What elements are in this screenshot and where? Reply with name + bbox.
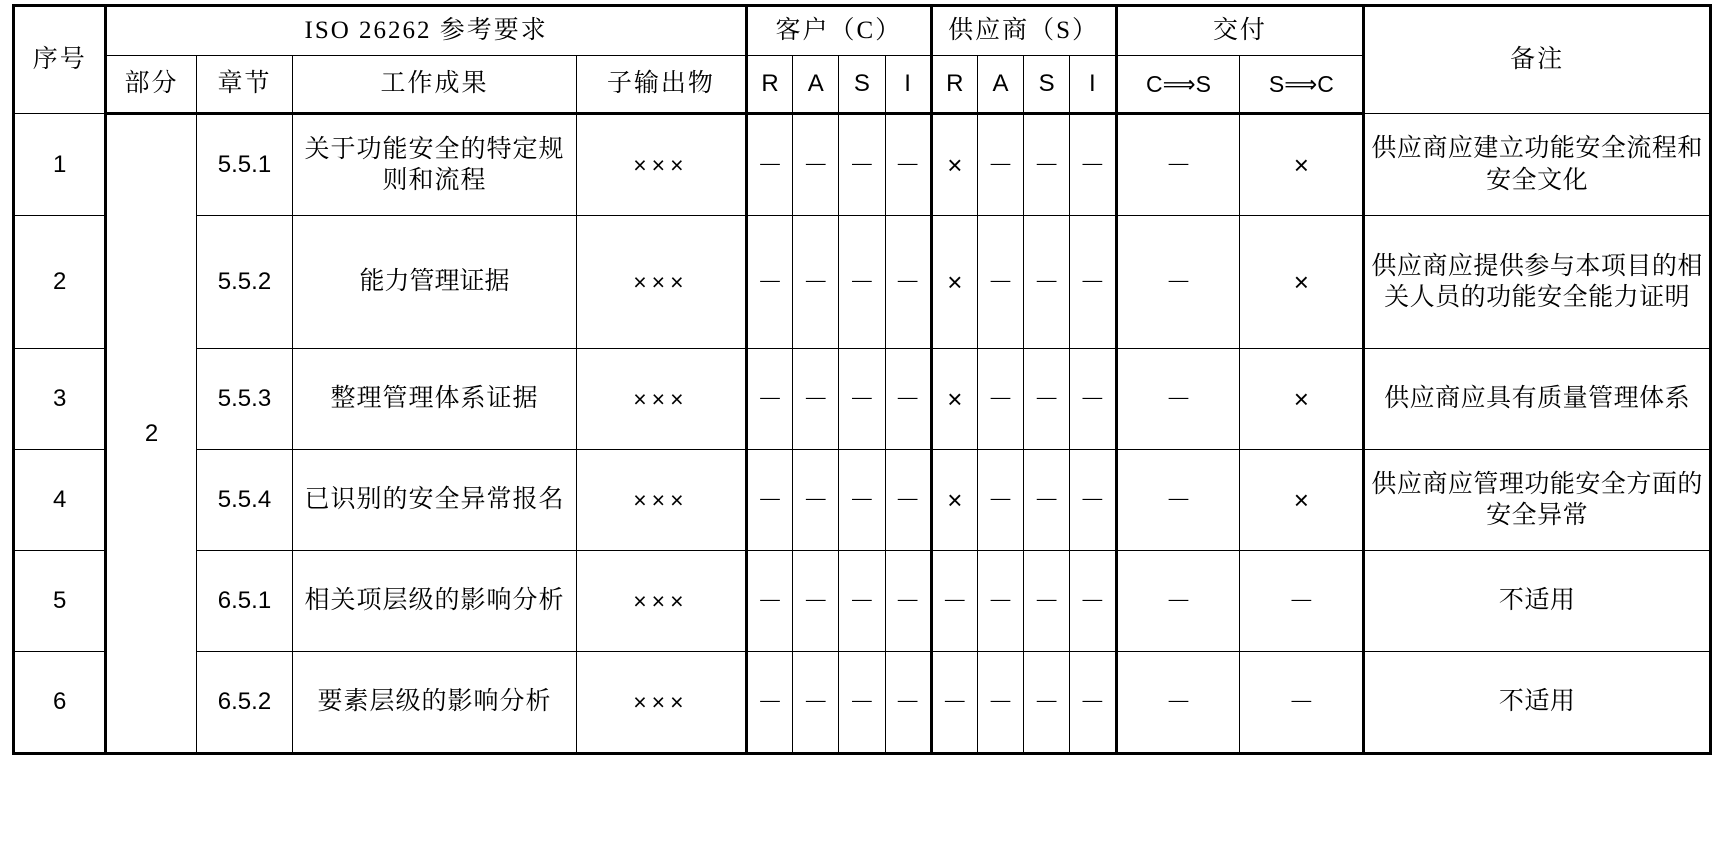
header-remark: 备注 [1364, 6, 1711, 114]
cell-customer-a: － [793, 349, 839, 450]
document-page [0, 4, 1721, 851]
header-supplier-group: 供应商（S） [931, 6, 1116, 56]
cell-customer-r: － [746, 349, 792, 450]
header-supplier-s: S [1024, 56, 1070, 114]
header-delivery-s-to-c: S⟹C [1240, 56, 1364, 114]
cell-customer-s: － [839, 652, 885, 754]
cell-remark: 不适用 [1364, 652, 1711, 754]
cell-seq: 2 [14, 216, 106, 349]
cell-supplier-r: － [931, 652, 977, 754]
header-seq: 序号 [14, 6, 106, 114]
cell-customer-a: － [793, 551, 839, 652]
cell-customer-a: － [793, 216, 839, 349]
cell-remark: 供应商应建立功能安全流程和安全文化 [1364, 114, 1711, 216]
cell-delivery-c-to-s: － [1116, 216, 1240, 349]
cell-section: 5.5.1 [196, 114, 293, 216]
table-row [14, 216, 1711, 349]
cell-part: 2 [106, 114, 196, 754]
cell-delivery-s-to-c: × [1240, 216, 1364, 349]
cell-customer-i: － [885, 114, 931, 216]
cell-customer-r: － [746, 652, 792, 754]
cell-delivery-s-to-c: － [1240, 551, 1364, 652]
cell-section: 5.5.4 [196, 450, 293, 551]
header-supplier-i: I [1070, 56, 1116, 114]
cell-customer-s: － [839, 216, 885, 349]
cell-remark: 不适用 [1364, 551, 1711, 652]
cell-delivery-s-to-c: × [1240, 349, 1364, 450]
cell-supplier-a: － [977, 349, 1023, 450]
table-row [14, 114, 1711, 216]
cell-delivery-s-to-c: × [1240, 450, 1364, 551]
cell-supplier-s: － [1024, 652, 1070, 754]
table-header-row-1 [14, 6, 1711, 56]
cell-supplier-i: － [1070, 114, 1116, 216]
cell-supplier-r: － [931, 551, 977, 652]
cell-customer-s: － [839, 114, 885, 216]
cell-supplier-a: － [977, 450, 1023, 551]
cell-sub-output: ××× [576, 114, 746, 216]
cell-customer-a: － [793, 450, 839, 551]
cell-delivery-c-to-s: － [1116, 114, 1240, 216]
cell-seq: 3 [14, 349, 106, 450]
cell-supplier-i: － [1070, 216, 1116, 349]
cell-customer-r: － [746, 114, 792, 216]
cell-customer-i: － [885, 349, 931, 450]
cell-delivery-c-to-s: － [1116, 349, 1240, 450]
cell-supplier-r: × [931, 216, 977, 349]
cell-customer-i: － [885, 450, 931, 551]
header-section: 章节 [196, 56, 293, 114]
cell-customer-s: － [839, 551, 885, 652]
header-supplier-a: A [977, 56, 1023, 114]
cell-section: 6.5.2 [196, 652, 293, 754]
header-iso-group: ISO 26262 参考要求 [106, 6, 747, 56]
cell-sub-output: ××× [576, 652, 746, 754]
cell-customer-r: － [746, 216, 792, 349]
table-row [14, 652, 1711, 754]
cell-customer-r: － [746, 551, 792, 652]
cell-customer-i: － [885, 551, 931, 652]
cell-remark: 供应商应管理功能安全方面的安全异常 [1364, 450, 1711, 551]
cell-supplier-a: － [977, 216, 1023, 349]
cell-supplier-r: × [931, 450, 977, 551]
header-sub-output: 子输出物 [576, 56, 746, 114]
cell-supplier-r: × [931, 114, 977, 216]
header-work-product: 工作成果 [293, 56, 577, 114]
cell-delivery-c-to-s: － [1116, 450, 1240, 551]
cell-delivery-c-to-s: － [1116, 652, 1240, 754]
header-customer-s: S [839, 56, 885, 114]
cell-sub-output: ××× [576, 216, 746, 349]
cell-customer-i: － [885, 652, 931, 754]
cell-supplier-r: × [931, 349, 977, 450]
cell-work-product: 要素层级的影响分析 [293, 652, 577, 754]
cell-supplier-a: － [977, 114, 1023, 216]
table-row [14, 551, 1711, 652]
cell-supplier-a: － [977, 551, 1023, 652]
cell-section: 5.5.3 [196, 349, 293, 450]
cell-work-product: 关于功能安全的特定规则和流程 [293, 114, 577, 216]
cell-work-product: 相关项层级的影响分析 [293, 551, 577, 652]
cell-remark: 供应商应提供参与本项目的相关人员的功能安全能力证明 [1364, 216, 1711, 349]
cell-section: 6.5.1 [196, 551, 293, 652]
cell-supplier-s: － [1024, 114, 1070, 216]
cell-seq: 5 [14, 551, 106, 652]
raci-table [12, 4, 1712, 755]
cell-supplier-s: － [1024, 216, 1070, 349]
cell-sub-output: ××× [576, 551, 746, 652]
cell-delivery-c-to-s: － [1116, 551, 1240, 652]
cell-supplier-a: － [977, 652, 1023, 754]
cell-seq: 4 [14, 450, 106, 551]
cell-customer-s: － [839, 450, 885, 551]
cell-section: 5.5.2 [196, 216, 293, 349]
cell-work-product: 整理管理体系证据 [293, 349, 577, 450]
cell-delivery-s-to-c: × [1240, 114, 1364, 216]
cell-customer-s: － [839, 349, 885, 450]
header-customer-r: R [746, 56, 792, 114]
cell-customer-i: － [885, 216, 931, 349]
header-supplier-r: R [931, 56, 977, 114]
header-delivery-group: 交付 [1116, 6, 1364, 56]
cell-supplier-i: － [1070, 551, 1116, 652]
cell-work-product: 已识别的安全异常报名 [293, 450, 577, 551]
cell-supplier-s: － [1024, 450, 1070, 551]
cell-supplier-i: － [1070, 450, 1116, 551]
cell-customer-a: － [793, 652, 839, 754]
cell-seq: 1 [14, 114, 106, 216]
cell-sub-output: ××× [576, 450, 746, 551]
header-customer-a: A [793, 56, 839, 114]
cell-sub-output: ××× [576, 349, 746, 450]
header-customer-i: I [885, 56, 931, 114]
cell-customer-r: － [746, 450, 792, 551]
cell-supplier-s: － [1024, 551, 1070, 652]
cell-delivery-s-to-c: － [1240, 652, 1364, 754]
header-customer-group: 客户（C） [746, 6, 931, 56]
cell-remark: 供应商应具有质量管理体系 [1364, 349, 1711, 450]
header-delivery-c-to-s: C⟹S [1116, 56, 1240, 114]
cell-customer-a: － [793, 114, 839, 216]
table-row [14, 450, 1711, 551]
cell-work-product: 能力管理证据 [293, 216, 577, 349]
header-part: 部分 [106, 56, 196, 114]
cell-supplier-i: － [1070, 652, 1116, 754]
table-row [14, 349, 1711, 450]
cell-seq: 6 [14, 652, 106, 754]
cell-supplier-i: － [1070, 349, 1116, 450]
cell-supplier-s: － [1024, 349, 1070, 450]
